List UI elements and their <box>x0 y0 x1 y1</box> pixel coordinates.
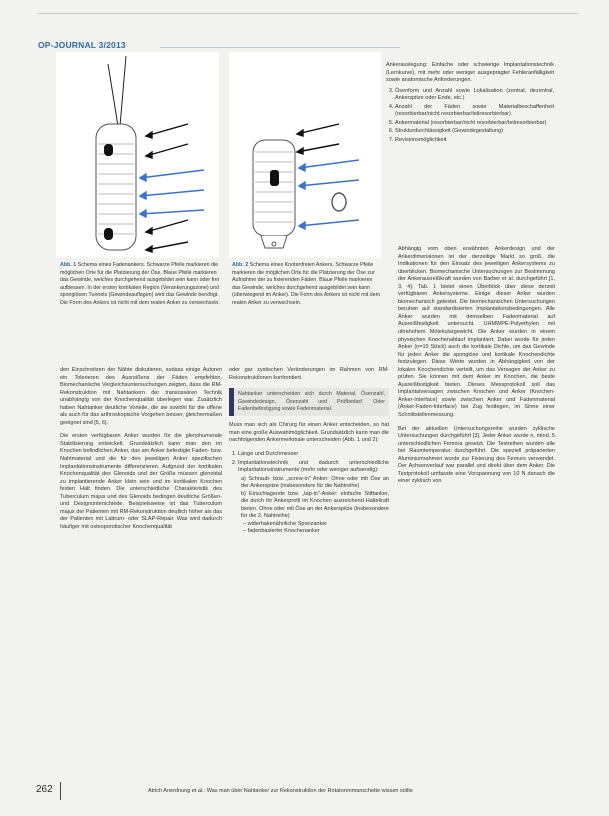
running-footer: Atrich Anerdnung et al.: Was man über Nahtanker zur Rekonstruktion der Rotatorenmanschette wissen sollte <box>148 788 413 794</box>
paragraph: oder gar zystischen Veränderungen im Rahmen von RM-Rekonstruktionen konfrontiert. <box>229 367 389 381</box>
top-rule <box>38 13 578 14</box>
list-item-text: widerhakenähnliche Spreizanker <box>247 520 328 527</box>
list-item: 7. Revisionsmöglichkeit <box>395 137 554 145</box>
left-column-body <box>60 367 222 537</box>
list-item: b) Einschlagende bzw. „tap-in"-Anker: einfache Stiftanker, die durch ihr Ankerprofil im Knochen ausreichend Halteliraft bieten. Ohne oder mit Öse an der Ankerspitze (insbesondere für die 2. Nahtreihe) <box>241 490 389 520</box>
journal-rule <box>160 47 400 48</box>
paragraph: Die ersten verfügbaren Anker wurden für die glenohumerale Stabilisierung entwickelt. Grundsätzlich kann man den im Knochen befindlichen Anker, das am Anker befestigte Faden- bzw. Nahtmaterial und die für den jeweiligen Anker spezifischen Implantationsinstrumente differenzieren. Aufgrund der kortikalen Knochenqualität des Glenoids und der Größe müssen glenoidal zu implantierende Anker klein sein und im kortikalen Knochen festen Halt finden. Die unterschiedliche Charakteristik des Tuberculum majus und des Glenoids bedingen deutliche Größen- und Designunterschiede. Beispielsweise ist das Tuberculum majus der Patienten mit RM-Rekonstruktion deutlich höher als das der Patienten mit Labrum- oder SLAP-Repair. Was wird dadurch häufiger mit osteoporotischer Knochenqualität <box>60 433 222 530</box>
middle-column-body <box>229 367 389 536</box>
figure-2-caption <box>232 262 382 308</box>
journal-name: OP-JOURNAL 3/2013 <box>38 40 126 50</box>
figure-1-illustration <box>56 52 219 258</box>
anker-intro: Ankerauslegung: Einfache oder schwierige Implantationstechnik (Lernkurve), mit mehr oder weniger ausgeprägter Fehleranfälligkeit sowie anatomische Anforderungen. <box>386 62 554 84</box>
highlight-box: Nahtanker unterscheiden sich durch Material, Ösenzahl, Gewindedesign, Ösenzahl und Prüfbedarf. Oder Fadenbefestigung sowie Fadenmaterial. <box>229 388 389 416</box>
figure-2-illustration <box>229 52 381 258</box>
paragraph: Abhängig vom oben erwähnten Ankerdesign und der Ankerdimensionen ist der derzeitige Markt so groß, die Indikationen für den Einsatz des jeweiligen Ankersystems zu überblicken. Biomechanische Untersuchungen zur Bestimmung der Ankerausreißkraft wurden von Barber et al. durchgeführt [1, 3, 4]. Tab. 1 bietet einen Überblick über diese derzeit verfügbaren Ankersysteme. Einige dieser Anker wurden biomechanisch getestet. Die biomechanischen Untersuchungen beruhen auf standardisierten Implantationsbedingungen. Alle Anker wurden mit demselben Fadenmaterial auf Ausreißfestigkeit untersucht. UHMWPE-Polyethylen mit ultrahohem Molekulargewicht. Die Anker wurden in einem physischen Knochenablauf implantiert. Dabei wurde für jeden Anker (n=10 Stück) auch die kortikale Dichte, um das Gewinde für jeden Anker die spongiöse und kortikale Knochendichte festzulegen. Diese Werte wurden in Abhängigkeit von der lokalen Knochendichte verteilt, um das Versagen der Anker zu prüfen. Sie können mit dem Anker im Knochen, die beste Ausreißfestigkeit bieten. Dieses Messprotokoll soll das Implantatversagen zwischen Knochen und Anker (Knochen-Anker-Interface) sowie zwischen Anker und Fadenmaterial (Anker-Faden-Interface) bei Zug festlegen, im Sinne einer Schnittstellenmessung. <box>398 246 555 419</box>
list-item: 3. Ösenform und Anzahl sowie Lokalisation (zentral, dezentral, Ankerspitze oder Ende, etc.) <box>395 88 554 103</box>
list-item: 5. Ankermaterial (resorbierbar/nicht resorbierbar/teilresorbierbar) <box>395 120 554 128</box>
figure-2 <box>229 52 381 258</box>
figure-1-caption-text: Schema eines Fadenankers. Schwarze Pfeile markieren die möglichen Orte für die Platzierung der Öse. Blaue Pfeile markieren das Gewinde, welches durchgehend ausgebildet sein kann oder frei aufbessen. In der ersten kortikalen Region (Verankerungszone) und spongiösen Tunnels (Gewindeauflagen) wird das Gewinde benötigt. Die Form des Ankers ist nicht mit dem realen Anker zu verwechseln. <box>60 262 220 306</box>
paragraph: Bei der aktuellen Untersuchungsreihe wurden zyklische Untersuchungen durchgeführt [3]. Jeder Anker wurde n, mind. 5 unterschiedlichen Femora gesetzt. Die Testreihen wurden alle bei Raumtemperatur durchgeführt. Die speziell präparierten Aluminiumrahmen wurde zur Fixierung des Femurs verwendet. Der Achsenverlauf war parallel und direkt über dem Anker. Die Testprotokoll umfasste eine Vorspannung von 10 N danach die einer zyklisch von <box>398 425 555 485</box>
figure-2-label: Abb. 2 <box>232 262 249 268</box>
page-number: 262 <box>36 784 53 795</box>
figure-1-caption <box>60 262 220 308</box>
anker-merkmale-list <box>386 88 554 145</box>
sub-list <box>229 476 389 521</box>
merkmale-list <box>229 451 389 475</box>
list-item: 1. Länge und Durchmesser <box>238 451 389 459</box>
figure-1-label: Abb. 1 <box>60 262 77 268</box>
figure-1 <box>56 52 219 258</box>
right-column-body <box>398 246 555 492</box>
figure-2-caption-text: Schema eines Knotenfreien Ankers. Schwarze Pfeile markieren die möglichen Orte für die Platzierung der Öse zur Aufnahme der zu fixierenden Fäden. Blaue Pfeile markieren das Gewinde, welches durchgehend ausgebildet sein kann (überwiegend im Anker). Die Form des Ankers ist nicht mit dem realen Anker zu verwechseln. <box>232 262 381 306</box>
paragraph: Muss man sich als Chirurg für einen Anker entscheiden, so hat man eine große Auswahlmöglichkeit. Grundsätzlich kann man die nachfolgenden Ankermerkmale unterscheiden (Abb. 1 und 2): <box>229 422 389 444</box>
list-item-text: fadenbasierter Knochenanker <box>247 528 320 535</box>
list-item: – fadenbasierter Knochenanker <box>243 528 320 535</box>
list-item: 4. Anzahl der Fäden sowie Materialbeschaffenheit (resorbierbar/nicht resorbierbar/teilresorbierbar) <box>395 104 554 119</box>
dash-list <box>229 521 389 536</box>
right-column-top <box>386 62 554 145</box>
list-item: 6. Strukturdurchlässigkeit (Gewindegestaltung) <box>395 128 554 136</box>
list-item: – widerhakenähnliche Spreizanker <box>243 520 328 527</box>
footer-divider <box>60 782 61 800</box>
paragraph: den Einschreitzen der Nähte diskutieren, sodass einige Autoren ein Tolerieren des Ausreißens der Fäden empfehlen. Biomechanische Vergleichsuntersuchungen zeigten, dass die RM-Rekonstruktion mit Nahtankern der transossären Technik unabhängig von der Knochenqualität überlegen war. Zusätzlich haben Nahtanker deutliche Vorteile, die sie sowohl für die offene als auch für das arthroskopische Vorgehen besser, gleichermaßen geeignet sind [5, 6]. <box>60 367 222 426</box>
list-item: a) Schraub- bzw. „screw-in" Anker: Ohne oder mit Öse an der Ankerspitze (insbesondere für die Nahtreihe) <box>241 475 389 490</box>
list-item: 2. Implantationstechnik und dadurch unterschiedliche Implantationsinstrumente (mehr oder weniger aufwendig): <box>238 460 389 475</box>
